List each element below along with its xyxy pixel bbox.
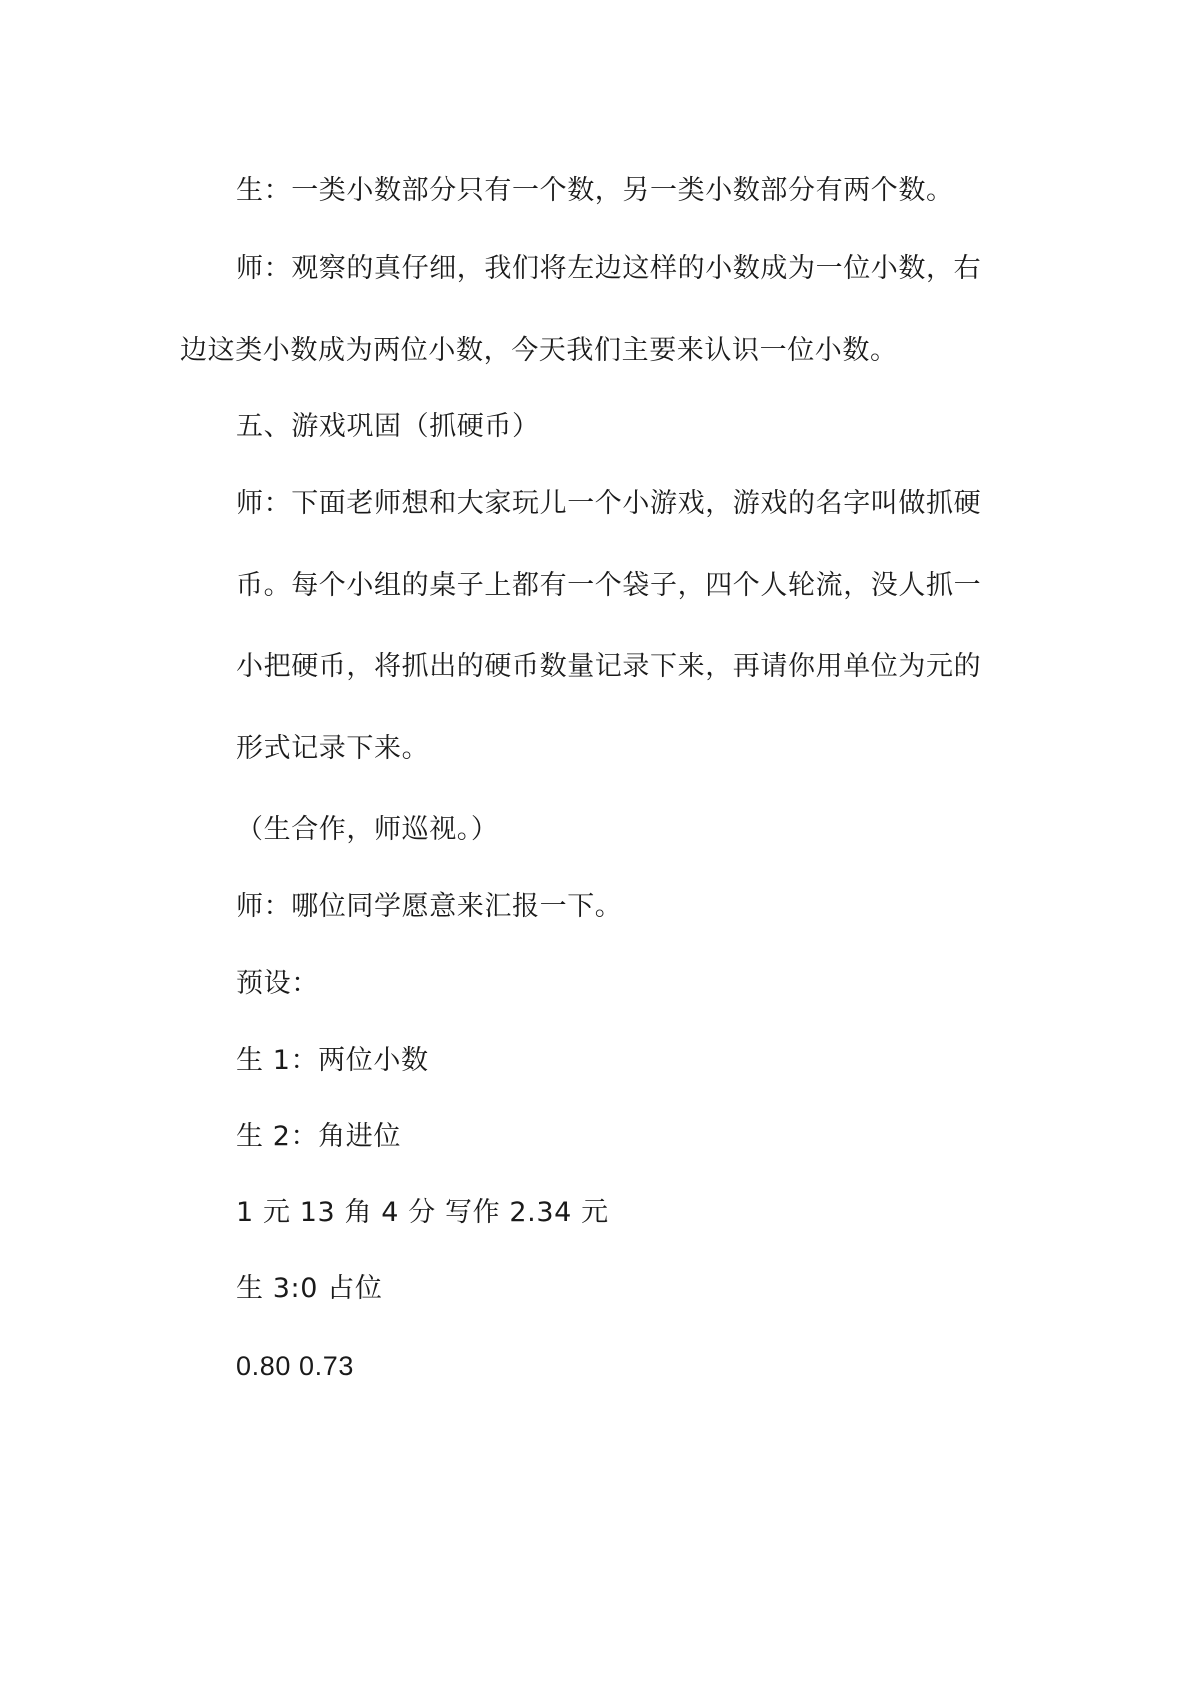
stage-direction: （生合作，师巡视。）: [236, 814, 499, 845]
student-2-answer: 生 2：角进位: [236, 1121, 401, 1152]
paragraph-game-intro-line-3: 小把硬币，将抓出的硬币数量记录下来，再请你用单位为元的: [236, 651, 982, 682]
paragraph-game-intro-line-1: 师：下面老师想和大家玩儿一个小游戏，游戏的名字叫做抓硬: [236, 488, 982, 519]
preset-label: 预设：: [236, 968, 319, 999]
paragraph-student-answer: 生：一类小数部分只有一个数，另一类小数部分有两个数。: [236, 175, 954, 206]
student-1-answer: 生 1：两位小数: [236, 1045, 429, 1076]
paragraph-game-intro-line-2: 币。每个小组的桌子上都有一个袋子，四个人轮流，没人抓一: [236, 570, 982, 601]
paragraph-game-intro-line-4: 形式记录下来。: [236, 733, 430, 764]
example-money-conversion: 1 元 13 角 4 分 写作 2.34 元: [236, 1197, 609, 1228]
student-3-answer: 生 3:0 占位: [236, 1273, 383, 1304]
section-heading-game: 五、游戏巩固（抓硬币）: [236, 411, 540, 442]
example-decimals: 0.80 0.73: [236, 1351, 355, 1381]
paragraph-teacher-observe-line-1: 师：观察的真仔细，我们将左边这样的小数成为一位小数，右: [236, 253, 982, 284]
paragraph-teacher-report: 师：哪位同学愿意来汇报一下。: [236, 891, 623, 922]
paragraph-teacher-observe-line-2: 边这类小数成为两位小数，今天我们主要来认识一位小数。: [180, 335, 898, 366]
